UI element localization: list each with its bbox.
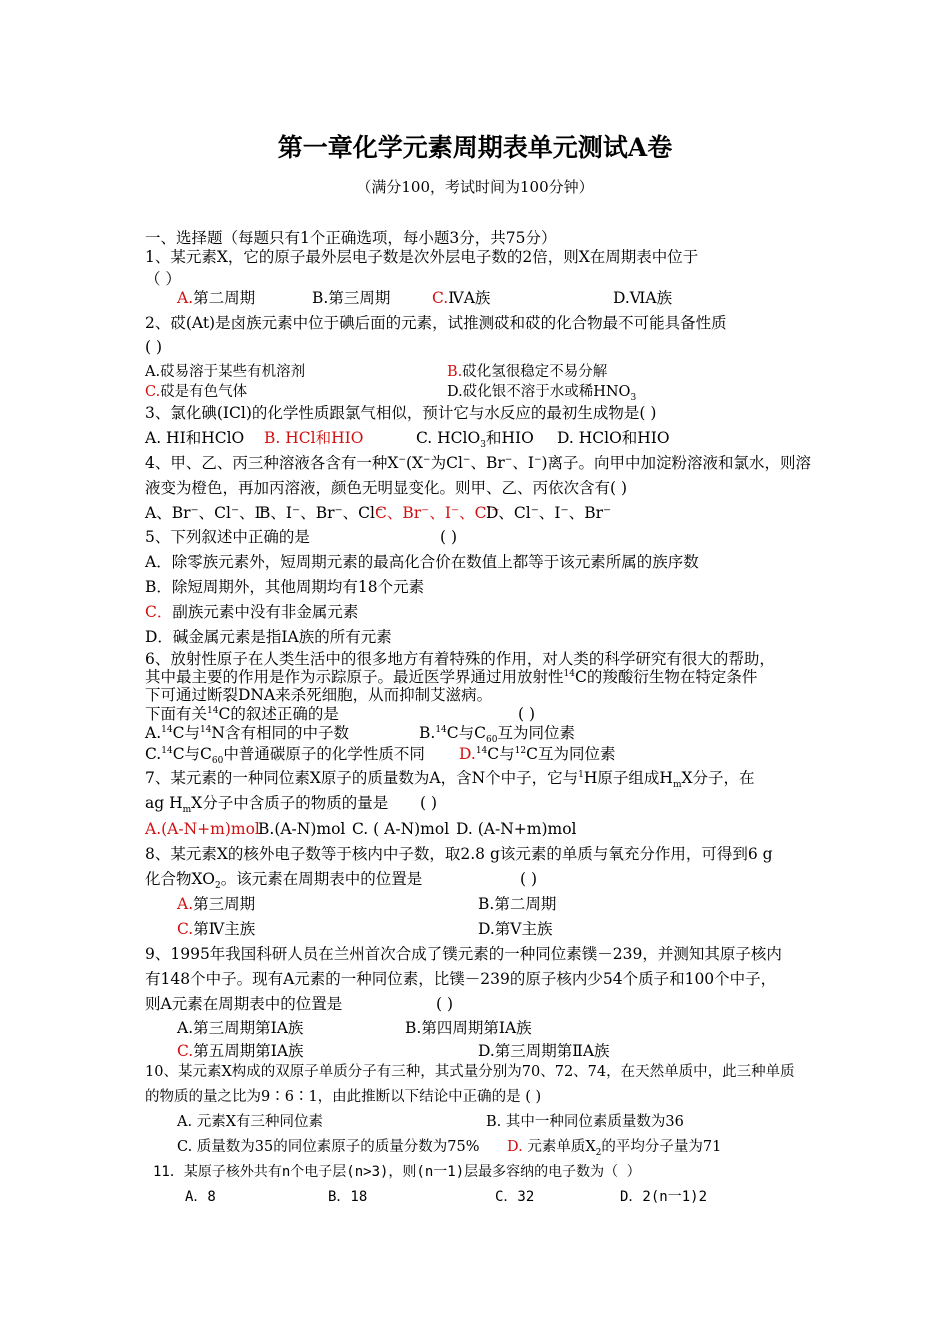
q6-stem-line1: 6、放射性原子在人类生活中的很多地方有着特殊的作用，对人类的科学研究有很大的帮助， [145,650,775,668]
q7-stem-end: ag $H_mX$分子中含质子的物质的量是 [145,794,389,816]
q9-stem-line2: 有148个中子。现有A元素的一种同位素，比镤－239的原子核内少54个质子和100个中子， [145,970,777,988]
q4-option-b: B、I⁻、Br⁻、Cl⁻ [259,504,384,522]
q4-stem-line2: 液变为橙色，再加丙溶液，颜色无明显变化。则甲、乙、丙依次含有( ) [145,479,628,497]
page-subtitle: （满分100，考试时间为100分钟） [356,178,594,196]
q9-option-d: D.第三周期第ⅡA族 [478,1042,610,1060]
q6-paren: ( ) [518,705,536,723]
q3-option-d: D. HClO和HIO [557,429,670,447]
q11-option-d: D．2(n一1)2 [620,1189,708,1205]
q3-option-b: B. HCl和HIO [264,429,364,447]
q9-option-c: C.第五周期第ⅠA族 [177,1042,304,1060]
q4-option-c: C、Br⁻、I⁻、Cl⁻ [375,504,500,522]
q2-stem: 2、砹(At)是卤族元素中位于碘后面的元素，试推测砹和砹的化合物最不可能具备性质 [145,314,727,332]
q5-option-d: D．碱金属元素是指ⅠA族的所有元素 [145,628,392,646]
q6-option-d: D.$^{14}$C与$^{12}$C互为同位素 [459,745,616,763]
q7-stem-line1: 7、某元素的一种同位素X原子的质量数为A，含N个中子，它与$^1$H原子组成$H_mX$分子，在 [145,769,755,791]
q2-option-c: C.砹是有色气体 [145,384,248,400]
q1-option-c: C.ⅣA族 [432,289,491,307]
q10-option-d: D. 元素单质$X_2$的平均分子量为71 [507,1139,722,1158]
q6-stem-end: 下面有关$^{14}$C的叙述正确的是 [145,705,339,723]
q10-option-b: B. 其中一种同位素质量数为36 [486,1114,684,1130]
q2-option-b: B.砹化氢很稳定不易分解 [447,364,608,380]
q7-option-b: B.(A-N)mol [258,820,346,838]
q5-option-a: A．除零族元素外，短周期元素的最高化合价在数值上都等于该元素所属的族序数 [145,553,699,571]
q9-option-a: A.第三周期第ⅠA族 [177,1019,304,1037]
q3-option-a: A. HI和HClO [145,429,245,447]
q8-option-d: D.第Ⅴ主族 [478,920,553,938]
q2-option-a: A.砹易溶于某些有机溶剂 [145,364,306,380]
q5-option-b: B．除短周期外，其他周期均有18个元素 [145,578,425,596]
q5-stem: 5、下列叙述中正确的是 [145,528,310,546]
q3-option-c: C. HClO$_3$和HIO [416,429,534,451]
q10-stem-line2: 的物质的量之比为9∶6∶1，由此推断以下结论中正确的是 ( ) [145,1089,542,1105]
q10-stem-line1: 10、某元素X构成的双原子单质分子有三种，其式量分别为70、72、74，在天然单质中，此三种单质 [145,1064,795,1080]
q9-stem-line1: 9、1995年我国科研人员在兰州首次合成了镤元素的一种同位素镤－239，并测知其原子核内 [145,945,782,963]
q6-option-b: B.$^{14}$C与$C_{60}$互为同位素 [419,724,575,746]
q5-paren: ( ) [440,528,458,546]
q1-option-b: B.第三周期 [312,289,391,307]
q5-option-c: C．副族元素中没有非金属元素 [145,603,359,621]
q7-option-a: A.(A-N+m)mol [145,820,260,838]
q11-option-b: B．18 [328,1189,368,1205]
q7-option-d: D. (A-N+m)mol [456,820,577,838]
q6-stem-line2: 其中最主要的作用是作为示踪原子。最近医学界通过用放射性$^{14}$C的羧酸衍生物在特定条件 [145,668,758,686]
q11-stem: 11．某原子核外共有n个电子层(n>3)，则(n一1)层最多容纳的电子数为（ ） [153,1164,641,1180]
q8-stem-end: 化合物$XO_2$。该元素在周期表中的位置是 [145,870,423,892]
q3-stem: 3、氯化碘(ICl)的化学性质跟氯气相似，预计它与水反应的最初生成物是( ) [145,404,657,422]
q1-option-d: D.ⅥA族 [613,289,673,307]
q8-stem-line1: 8、某元素X的核外电子数等于核内中子数，取2.8 g该元素的单质与氧充分作用，可得到6 g [145,845,773,863]
q1-paren: （ ） [145,270,181,288]
q8-option-c: C.第Ⅳ主族 [177,920,256,938]
q9-stem-end: 则A元素在周期表中的位置是 [145,995,343,1013]
q1-stem: 1、某元素X，它的原子最外层电子数是次外层电子数的2倍，则X在周期表中位于 [145,248,699,266]
q1-option-a: A.第二周期 [177,289,256,307]
q10-option-c: C. 质量数为35的同位素原子的质量分数为75% [177,1139,480,1155]
page-title: 第一章化学元素周期表单元测试A卷 [277,133,673,162]
q7-paren: ( ) [420,794,438,812]
q9-option-b: B.第四周期第ⅠA族 [405,1019,532,1037]
q4-option-d: D、Cl⁻、I⁻、Br⁻ [486,504,612,522]
q8-option-b: B.第二周期 [478,895,557,913]
q2-paren: ( ) [145,338,163,356]
q7-option-c: C. ( A-N)mol [352,820,450,838]
q11-option-c: C．32 [495,1189,535,1205]
q8-option-a: A.第三周期 [177,895,256,913]
section-heading: 一、选择题（每题只有1个正确选项，每小题3分，共75分） [145,229,557,247]
q8-paren: ( ) [520,870,538,888]
q6-stem-line3: 下可通过断裂DNA来杀死细胞，从而抑制艾滋病。 [145,686,493,704]
q2-option-d: D.砹化银不溶于水或稀$HNO_3$ [447,384,637,403]
q11-option-a: A．8 [185,1189,216,1205]
q9-paren: ( ) [436,995,454,1013]
q4-option-a: A、Br⁻、Cl⁻、I⁻ [145,504,269,522]
q6-option-c: C.$^{14}$C与$C_{60}$中普通碳原子的化学性质不同 [145,745,425,767]
q10-option-a: A. 元素X有三种同位素 [177,1114,324,1130]
q6-option-a: A.$^{14}$C与$^{14}$N含有相同的中子数 [145,724,349,742]
q4-stem: 4、甲、乙、丙三种溶液各含有一种X−(X−为Cl−、Br−、I−)离子。向甲中加淀粉溶液和氯水，则溶 [145,454,812,472]
